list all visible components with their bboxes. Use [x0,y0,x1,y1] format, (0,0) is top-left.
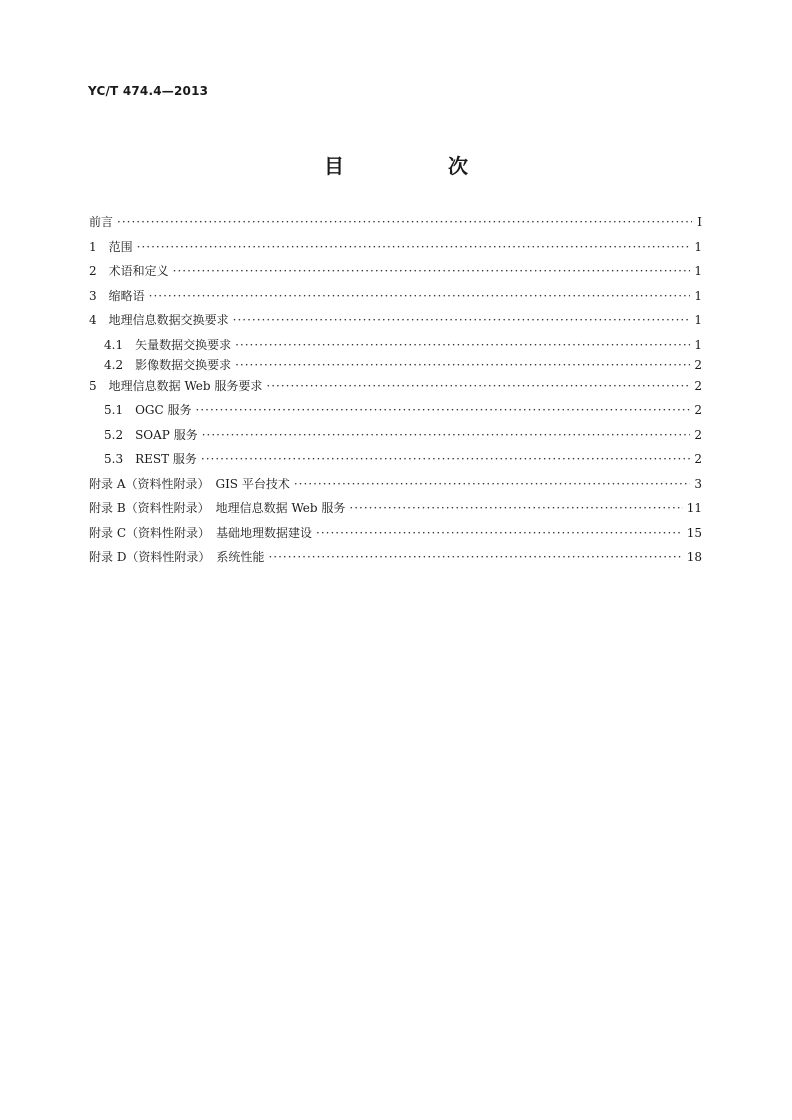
toc-entry-vector-exchange[interactable] [89,336,702,357]
toc-leader-dots [201,452,690,466]
toc-entry-page: 1 [694,288,702,303]
toc-entry-label: 5.3 REST 服务 [104,452,197,466]
toc-entry-annex-c[interactable] [89,524,702,549]
toc-entry-page: 1 [694,264,702,278]
toc-leader-dots [316,526,683,540]
toc-leader-dots [202,428,691,442]
toc-entry-page: 2 [694,403,702,417]
toc-entry-label: 4.2 影像数据交换要求 [104,358,232,372]
page-title: 目 次 [324,154,510,178]
toc-entry-page: 18 [686,550,702,564]
toc-entry-annex-b[interactable] [89,499,702,524]
toc-entry-label: 附录 B（资料性附录） 地理信息数据 Web 服务 [89,501,346,515]
toc-entry-scope[interactable] [89,238,702,263]
toc-leader-dots [117,215,692,229]
toc-entry-label: 附录 D（资料性附录） 系统性能 [89,550,265,564]
toc-entry-label: 3 缩略语 [89,288,145,303]
toc-entry-page: Ⅰ [697,215,702,229]
toc-entry-ogc-service[interactable] [89,401,702,426]
toc-entry-label: 2 术语和定义 [89,264,169,278]
toc-entry-annex-a[interactable] [89,475,702,500]
toc-entry-page: 2 [694,358,702,372]
toc-entry-page: 1 [694,337,702,352]
toc-leader-dots [149,289,691,303]
toc-leader-dots [196,403,691,417]
toc-leader-dots [266,379,690,393]
document-code: YC/T 474.4—2013 [88,84,209,98]
toc-entry-web-services[interactable] [89,377,702,402]
toc-entry-abbreviations[interactable] [89,287,702,312]
toc-entry-page: 2 [694,378,702,393]
toc-entry-terms[interactable] [89,262,702,287]
toc-entry-label: 5.2 SOAP 服务 [104,427,198,442]
toc-entry-page: 1 [694,239,702,254]
toc-leader-dots [173,264,691,278]
toc-entry-annex-d[interactable] [89,548,702,573]
toc-entry-label: 1 范围 [89,239,133,254]
toc-entry-label: 附录 C（资料性附录） 基础地理数据建设 [89,525,312,540]
toc-entry-label: 前言 [89,215,114,229]
toc-entry-label: 5 地理信息数据 Web 服务要求 [89,378,263,393]
toc-entry-data-exchange[interactable] [89,311,702,336]
toc-entry-rest-service[interactable] [89,450,702,475]
toc-leader-dots [268,550,682,564]
toc-entry-page: 15 [686,525,702,540]
toc-entry-label: 5.1 OGC 服务 [104,403,192,417]
toc-entry-label: 附录 A（资料性附录） GIS 平台技术 [89,476,290,491]
toc-entry-page: 3 [694,476,702,491]
toc-leader-dots [349,501,682,515]
toc-leader-dots [137,240,691,254]
toc-entry-page: 2 [694,427,702,442]
toc-leader-dots [233,313,691,327]
toc-leader-dots [235,338,690,352]
toc-entry-page: 11 [686,501,702,515]
toc-entry-page: 2 [694,452,702,466]
toc-leader-dots [235,358,690,372]
toc-entry-label: 4 地理信息数据交换要求 [89,313,229,327]
table-of-contents [89,213,702,573]
toc-entry-image-exchange[interactable] [89,356,702,377]
toc-entry-page: 1 [694,313,702,327]
toc-entry-label: 4.1 矢量数据交换要求 [104,337,232,352]
toc-leader-dots [294,477,691,491]
toc-entry-foreword[interactable] [89,213,702,238]
toc-entry-soap-service[interactable] [89,426,702,451]
